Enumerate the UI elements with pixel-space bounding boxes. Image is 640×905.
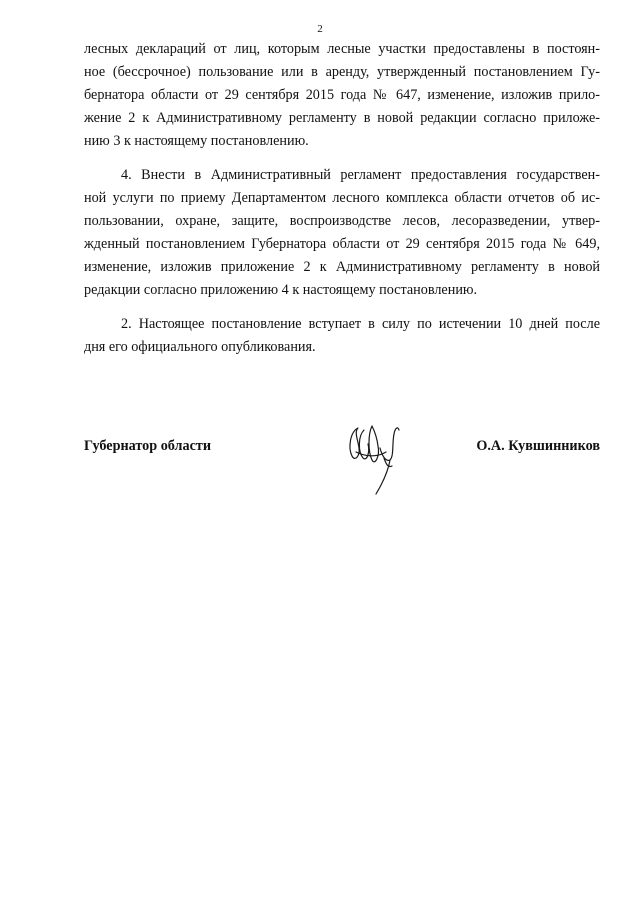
text-line: редакции согласно приложению 4 к настоящему постановлению.: [84, 282, 478, 298]
signer-title: Губернатор области: [84, 438, 212, 454]
text-line: нию 3 к настоящему постановлению.: [84, 133, 309, 149]
signer-name: О.А. Кувшинников: [476, 438, 600, 454]
text-line: ное (бессрочное) пользование или в аренду, утвержденный постановлением Гу-: [84, 64, 600, 80]
signature-block: [84, 436, 600, 516]
paragraph-item-2: [84, 313, 600, 359]
text-line: лесных деклараций от лиц, которым лесные участки предоставлены в постоян-: [84, 41, 600, 57]
page-number: 2: [317, 23, 323, 35]
text-line: жденный постановлением Губернатора области от 29 сентября 2015 года № 649,: [84, 236, 600, 252]
text-line: дня его официального опубликования.: [84, 339, 316, 355]
text-line: ной услуги по приему Департаментом лесного комплекса области отчетов об ис-: [84, 190, 600, 206]
text-line: бернатора области от 29 сентября 2015 года № 647, изменение, изложив прило-: [84, 87, 600, 103]
text-line: пользовании, охране, защите, воспроизводстве лесов, лесоразведении, утвер-: [84, 213, 600, 229]
handwritten-signature: [342, 422, 414, 504]
paragraph-item-4: [84, 164, 600, 302]
text-line: изменение, изложив приложение 2 к Административному регламенту в новой: [84, 259, 600, 275]
text-line: жение 2 к Административному регламенту в новой редакции согласно приложе-: [84, 110, 600, 126]
text-line: 2. Настоящее постановление вступает в силу по истечении 10 дней после: [121, 316, 600, 332]
paragraph-continuation: [84, 38, 600, 153]
text-line: 4. Внести в Административный регламент предоставления государствен-: [121, 167, 600, 183]
document-body: [84, 38, 600, 359]
